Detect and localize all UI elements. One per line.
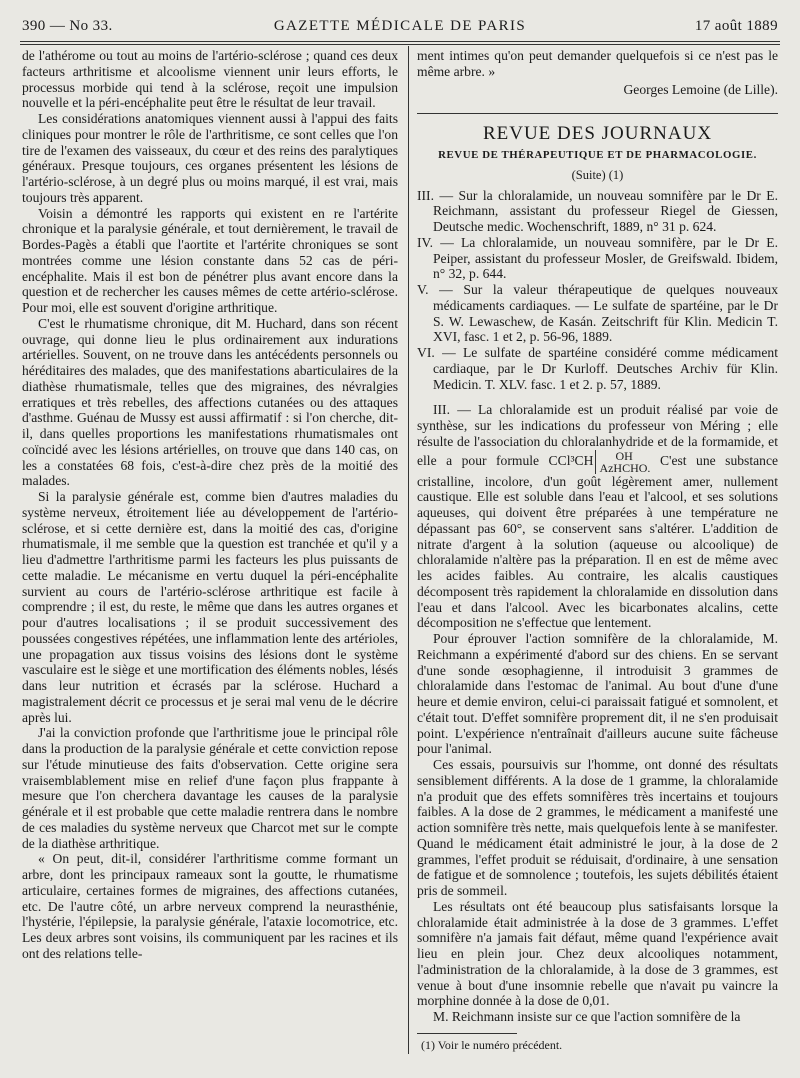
paragraph xyxy=(417,402,778,631)
formula-top: OH xyxy=(615,448,633,463)
paragraph: Si la paralysie générale est, comme bien d'autres maladies du système nerveux, étroitement liée au développement de l'artério-sclérose, et si cette dernière est, dans la moitié des cas, d'origine rhumatismale, il me semble que la question est tranchée et qu'il y a lieu d'admettre l'arthritisme parmi les facteurs les plus puissants de cette maladie. Le mécanisme en vertu duquel la péri-encéphalite survient au cours de l'artério-sclérose arthritique est facile à comprendre ; il est, du reste, le même que dans les autres organes et pour d'autres localisations ; il se produit successivement des poussées congestives répétées, une inflammation lente des artérioles, une propagation aux tissus voisins des lésions dont le système vasculaire est le siège et une mortification des éléments nobles, lésés dans leur nutrition et écrasés par la sclérose. Huchard a magistralement décrit ce processus et je serai mal venu de le décrire après lui. xyxy=(22,489,398,725)
paragraph: M. Reichmann insiste sur ce que l'action somnifère de la xyxy=(433,1009,741,1024)
right-column xyxy=(417,48,778,1052)
paragraph: Pour éprouver l'action somnifère de la chloralamide, M. Reichmann a expérimenté d'abord sur des chiens. En se servant d'une sonde œsophagienne, il introduisit 3 grammes de chloralamide dans l'estomac de l'animal. Au bout d'une d'une heure et demie environ, celui-ci paraissait fatigué et somnolent, et c'était tout. D'effet somnifère proprement dit, il ne s'en produisait point. L'expérience n'entraînait d'ailleurs aucune suite fâcheuse pour l'animal. xyxy=(417,631,778,757)
paragraph: Voisin a démontré les rapports qui existent en re l'artérite chronique et la paralysie générale, et tout dernièrement, le travail de Bordes-Pagès a établi que l'aortite et l'artérite chroniques se sont montrées comme une lésion constante dans 52 cas de péri-encéphalite. Mais il est bon de pénétrer plus avant encore dans la question et de rechercher les causes mêmes de cette artério-sclérose. Pour moi, elle est souvent d'origine arthritique. xyxy=(22,205,398,315)
reference-item: VI. — Le sulfate de spartéine considéré comme médicament cardiaque, par le Dr Kurloff. Deutsches Archiv für Klin. Medicin. T. XLV. fasc. 1 et 2. p. 57, 1889. xyxy=(417,345,778,392)
reference-item: V. — Sur la valeur thérapeutique de quelques nouveaux médicaments cardiaques. — Le sulfate de spartéine, par le Dr S. W. Lewaschew, de Kasán. Zeitschrift für Klin. Medicin T. XVI, fasc. 1 et 2, p. 56-96, 1889. xyxy=(417,282,778,345)
paragraph-end: C'est une substance cristalline, incolore, d'un goût légèrement amer, nullement caustique. Elle est soluble dans l'eau et l'alcool, et ses solutions aqueuses, qui doivent être préparées à une température ne dépassant pas 60°, se conservent sans s'altérer. L'addition de nitrate d'argent à la solution (aqueuse ou alcoolique) de chloralamide n'altère pas la préparation. Il en est de même avec les acides faibles. Au contraire, les alcalis caustiques décomposent très rapidement la chloralamide en dissolution dans l'eau et dans l'alcool. Avec les bicarbonates alcalins, cette décomposition ne s'effectue que lentement. xyxy=(417,452,779,631)
reference-item: III. — Sur la chloralamide, un nouveau somnifère par le Dr E. Reichmann, assistant du professeur Riegel de Giessen, Deutsche medic. Wochenschrift, 1889, n° 31 p. 624. xyxy=(417,187,778,234)
section-title: REVUE DES JOURNAUX xyxy=(417,113,778,142)
section-suite: (Suite) (1) xyxy=(571,167,624,182)
author-signature: Georges Lemoine (de Lille). xyxy=(623,81,778,97)
paragraph: Les résultats ont été beaucoup plus satisfaisants lorsque la chloralamide était administrée à la dose de 3 grammes. L'effet somnifère n'a jamais fait défaut, même quand l'expérience avait lieu en plein jour. Chez deux alcooliques notamment, l'administration de la chloralamide, à la dose de 3 grammes, est venue à bout d'une insomnie rebelle que n'avait pu vaincre la morphine donnée à la dose de 0,01. xyxy=(417,898,778,1009)
page-header xyxy=(22,14,778,38)
paragraph: Les considérations anatomiques viennent aussi à l'appui des faits cliniques pour montrer le rôle de l'arthritisme, ce sont celles que l'on tire de l'examen des vaisseaux, du cœur et des reins des paralytiques généraux. Presque toujours, ces organes présentent les lésions de l'artério-sclérose, à un degré plus ou moins marqué, il est vrai, mais toujours très apparent. xyxy=(22,111,398,205)
issue-date: 17 août 1889 xyxy=(694,18,778,34)
chemical-formula xyxy=(595,450,650,474)
footnote-rule xyxy=(417,1033,517,1034)
paragraph: de l'athérome ou tout au moins de l'artério-sclérose ; quand ces deux facteurs arthritisme et alcoolisme viennent unir leurs efforts, le processus morbide qui tend à la sclérose, reçoit une impulsion nouvelle et la péri-encéphalite peut être le résultat de leur travail. xyxy=(22,48,398,111)
paragraph-start: III. — La chloralamide est un produit réalisé par voie de synthèse, sur les indications du professeur von Méring ; elle résulte de l'association du chloralanhydride et de la formamide, et elle a pour formule CCl³CH xyxy=(417,402,778,468)
paragraph: Ces essais, poursuivis sur l'homme, ont donné des résultats sensiblement différents. A la dose de 1 gramme, la chloralamide n'a produit que des effets somnifères très incertains et toujours faibles. A la dose de 2 grammes, le médicament a manifesté une action somnifère très nette, mais quelquefois lente à se manifester. Quand le médicament était administré le jour, à la dose de 2 grammes, l'effet produit se réduisait, d'ordinaire, à une sensation de fatigue et de somnolence ; toutefois, les sujets débilités étaient pris de sommeil. xyxy=(417,757,778,898)
reference-item: IV. — La chloralamide, un nouveau somnifère, par le Dr E. Peiper, assistant du professeur Mosler, de Greifswald. Ibidem, n° 32, p. 644. xyxy=(417,234,778,282)
journal-title: GAZETTE MÉDICALE DE PARIS xyxy=(273,18,527,34)
paragraph: ment intimes qu'on peut demander quelquefois si ce n'est pas le même arbre. » xyxy=(417,48,778,79)
references xyxy=(417,188,778,393)
footnote: (1) Voir le numéro précédent. xyxy=(421,1037,563,1052)
section-subtitle: REVUE DE THÉRAPEUTIQUE ET DE PHARMACOLOGIE. xyxy=(438,149,757,161)
formula-bottom: AzHCHO. xyxy=(599,460,651,475)
left-column xyxy=(22,48,398,962)
paragraph: C'est le rhumatisme chronique, dit M. Huchard, dans son récent ouvrage, qui donne lieu le plus ordinairement aux indurations artérielles. Souvent, on ne trouve dans les antécédents personnels ou héréditaires des malades, que des manifestations abarticulaires de la diathèse rhumatismale, telles que des migraines, des névralgies erratiques et très rebelles, des affections cutanées ou des attaques d'asthme. Guénau de Mussy est aussi affirmatif : si l'on cherche, dit-il, dans quelles proportions les manifestations rhumatismales ont coïncidé avec les lésions artérielles, on trouve que dans 140 cas, on les a constatées 68 fois, c'est-à-dire chez près de la moitié des malades. xyxy=(22,315,398,489)
header-rule xyxy=(20,41,780,42)
paragraph: « On peut, dit-il, considérer l'arthritisme comme formant un arbre, dont les principaux rameaux sont la goutte, le rhumatisme articulaire, certaines formes de migraines, des affections cutanées, etc. De l'autre côté, un arbre nerveux comprend la neurasthénie, l'hystérie, l'épilepsie, la paralysie générale, l'ataxie locomotrice, etc. Les deux arbres sont voisins, ils communiquent par les racines et ils ont des relations telle- xyxy=(22,851,398,961)
header-rule-second xyxy=(20,44,780,45)
page-number: 390 — No 33. xyxy=(22,18,113,34)
paragraph: J'ai la conviction profonde que l'arthritisme joue le principal rôle dans la production de la paralysie générale et cette conviction repose sur l'étude minutieuse des faits d'observation. Cette origine sera vraisemblablement mise en relief d'une façon plus frappante à mesure que l'on cherchera davantage les causes de la paralysie générale et il est probable que cette maladie rentrera dans le nombre de ces maladies du système nerveux que Charcot met sur le compte de la diathèse arthritique. xyxy=(22,725,398,851)
column-divider xyxy=(408,46,409,1054)
